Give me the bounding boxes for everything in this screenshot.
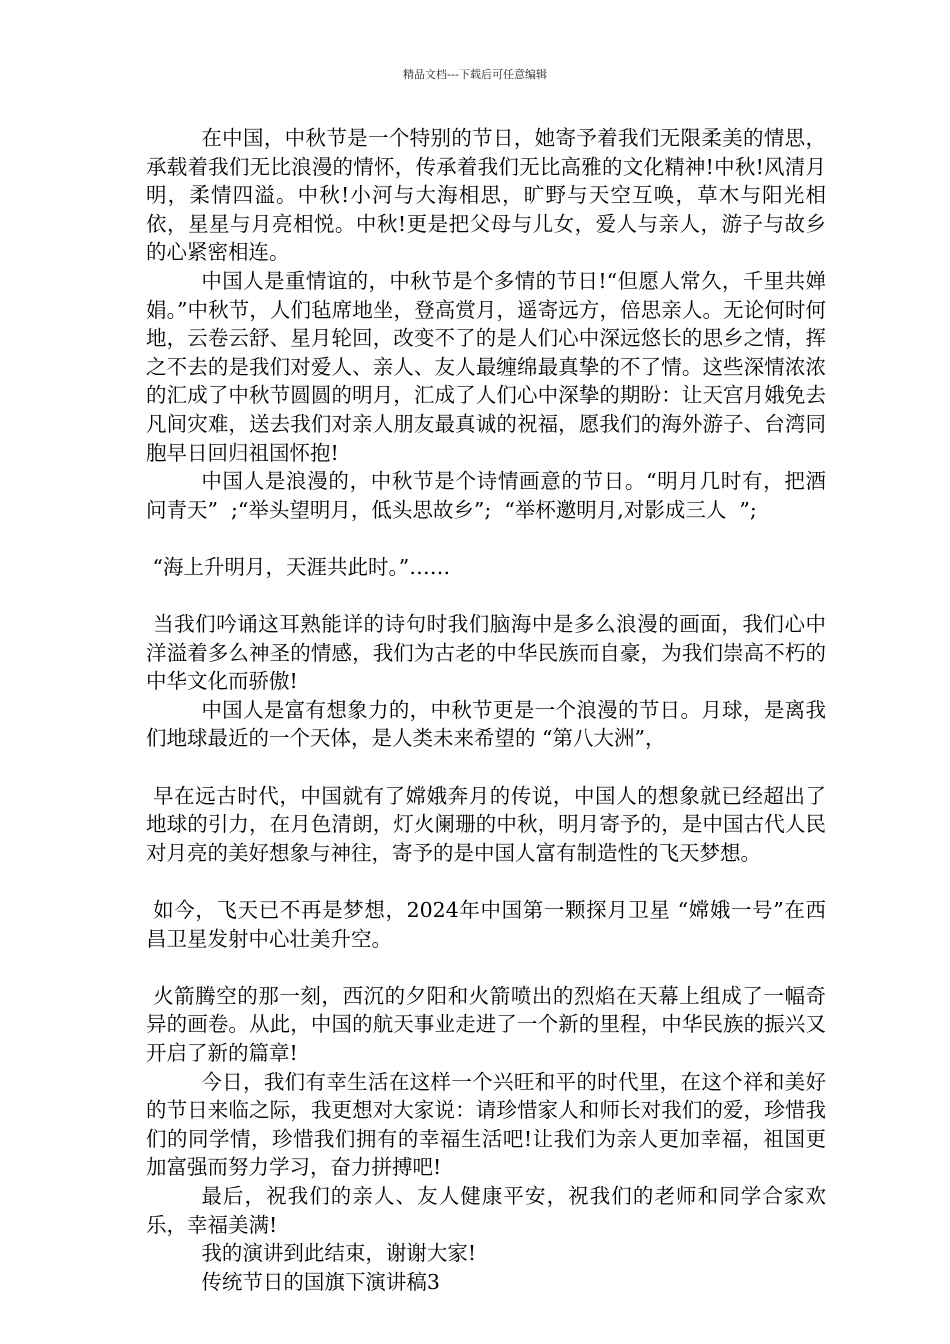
paragraph-4: “海上升明月，天涯共此时。”…… [146, 554, 451, 579]
paragraph-12: 我的演讲到此结束，谢谢大家! [201, 1241, 477, 1266]
paragraph-10: 今日，我们有幸生活在这样一个兴旺和平的时代里，在这个祥和美好的节日来临之际，我更想对大家说：请珍惜家人和师长对我们的爱，珍惜我们的同学情，珍惜我们拥有的幸福生活吧!让我们为亲人更加幸福，祖国更加富强而努力学习，奋力拼搏吧! [146, 1069, 826, 1180]
paragraph-5: 当我们吟诵这耳熟能详的诗句时我们脑海中是多么浪漫的画面，我们心中洋溢着多么神圣的情感，我们为古老的中华民族而自豪，为我们崇高不朽的中华文化而骄傲! [146, 612, 826, 694]
paragraph-2: 中国人是重情谊的，中秋节是个多情的节日!“但愿人常久，千里共婵娟。”中秋节，人们毡席地坐，登高赏月，遥寄远方，倍思亲人。无论何时何地，云卷云舒、星月轮回，改变不了的是人们心中深远悠长的思乡之情，挥之不去的是我们对爱人、亲人、友人最缠绵最真挚的不了情。这些深情浓浓的汇成了中秋节圆圆的明月，汇成了人们心中深挚的期盼：让天宫月娥免去凡间灾难，送去我们对亲人朋友最真诚的祝福，愿我们的海外游子、台湾同胞早日回归祖国怀抱! [146, 268, 826, 465]
paragraph-8: 如今，飞天已不再是梦想，2024年中国第一颗探月卫星 “嫦娥一号”在西昌卫星发射中心壮美升空。 [146, 898, 826, 951]
paragraph-9: 火箭腾空的那一刻，西沉的夕阳和火箭喷出的烈焰在天幕上组成了一幅奇异的画卷。从此，中国的航天事业走进了一个新的里程，中华民族的振兴又开启了新的篇章! [146, 983, 826, 1065]
paragraph-6: 中国人是富有想象力的，中秋节更是一个浪漫的节日。月球，是离我们地球最近的一个天体，是人类未来希望的 “第八大洲”， [146, 697, 826, 751]
blank-line [146, 953, 826, 982]
document-body [146, 124, 826, 1296]
page-header: 精品文档---下载后可任意编辑 [403, 68, 547, 81]
paragraph-1: 在中国，中秋节是一个特别的节日，她寄予着我们无限柔美的情思，承载着我们无比浪漫的情怀，传承着我们无比高雅的文化精神!中秋!风清月明，柔情四溢。中秋!小河与大海相思，旷野与天空互唤，草木与阳光相依，星星与月亮相悦。中秋!更是把父母与儿女，爱人与亲人，游子与故乡的心紧密相连。 [146, 126, 826, 265]
paragraph-7: 早在远古时代，中国就有了嫦娥奔月的传说，中国人的想象就已经超出了地球的引力，在月色清朗，灯火阑珊的中秋，明月寄予的，是中国古代人民对月亮的美好想象与神往，寄予的是中国人富有制造性的飞天梦想。 [146, 783, 826, 865]
blank-line [146, 524, 826, 553]
paragraph-3: 中国人是浪漫的，中秋节是个诗情画意的节日。“明月几时有，把酒问青天” ;“举头望明月，低头思故乡”; “举杯邀明月,对影成三人 ”; [146, 469, 826, 522]
paragraph-13: 传统节日的国旗下演讲稿3 [201, 1269, 440, 1294]
blank-line [146, 582, 826, 611]
blank-line [146, 753, 826, 782]
blank-line [146, 867, 826, 896]
paragraph-11: 最后，祝我们的亲人、友人健康平安，祝我们的老师和同学合家欢乐，幸福美满! [146, 1183, 826, 1237]
